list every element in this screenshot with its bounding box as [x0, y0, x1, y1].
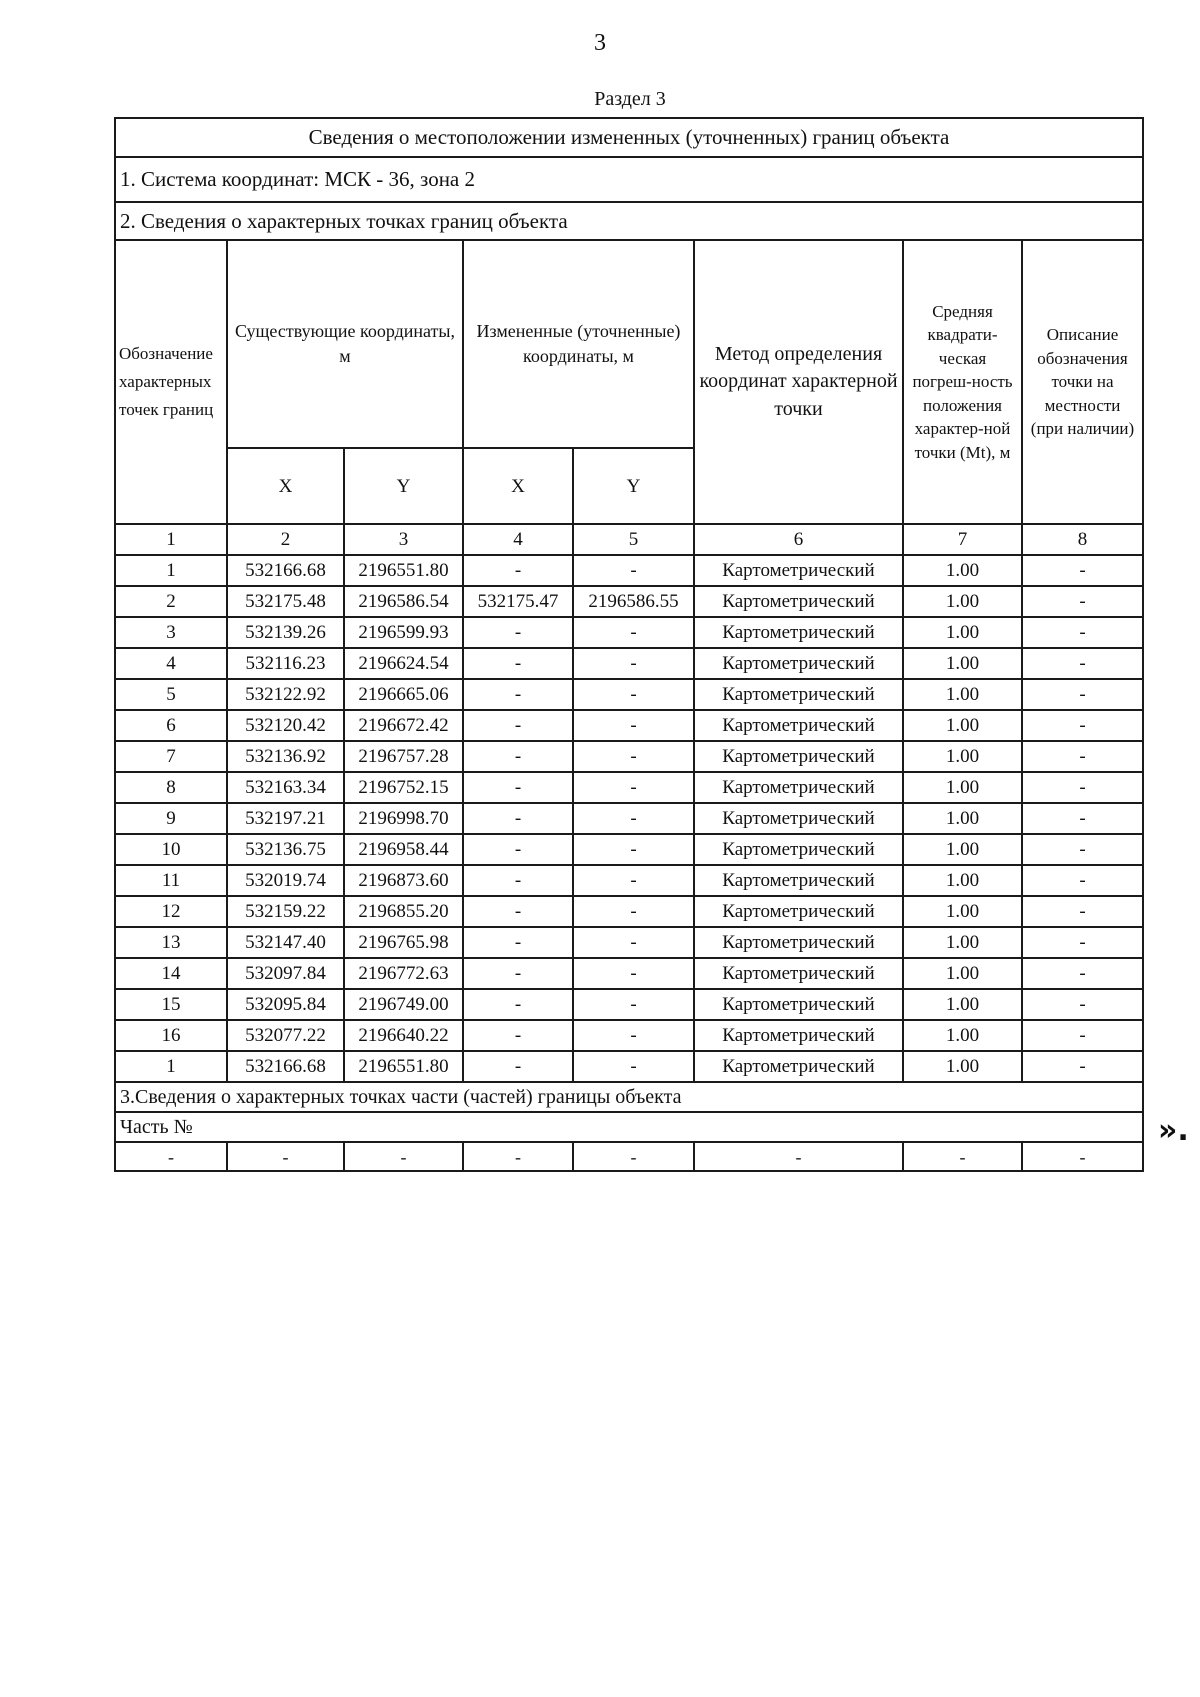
- cell-method: Картометрический: [694, 772, 903, 803]
- cell-point-number: 10: [115, 834, 227, 865]
- parts-cell: -: [344, 1142, 463, 1171]
- cell-changed-y: -: [573, 865, 694, 896]
- header-method: Метод определения координат характерной точки: [694, 240, 903, 524]
- cell-changed-y: -: [573, 617, 694, 648]
- coord-system-row: [115, 157, 1143, 202]
- cell-existing-y: 2196599.93: [344, 617, 463, 648]
- cell-point-number: 11: [115, 865, 227, 896]
- cell-changed-x: -: [463, 772, 573, 803]
- cell-changed-y: -: [573, 896, 694, 927]
- table-row: [115, 865, 1143, 896]
- cell-method: Картометрический: [694, 1020, 903, 1051]
- table-row: [115, 710, 1143, 741]
- cell-method: Картометрический: [694, 1051, 903, 1082]
- cell-changed-y: -: [573, 741, 694, 772]
- section-title: Раздел 3: [594, 88, 666, 110]
- table-row: [115, 896, 1143, 927]
- cell-description: -: [1022, 958, 1143, 989]
- header-changed-x: X: [463, 448, 573, 524]
- cell-changed-y: -: [573, 1051, 694, 1082]
- cell-existing-y: 2196749.00: [344, 989, 463, 1020]
- cell-existing-x: 532163.34: [227, 772, 344, 803]
- cell-point-number: 2: [115, 586, 227, 617]
- column-number: 7: [903, 524, 1022, 555]
- cell-error-mt: 1.00: [903, 710, 1022, 741]
- cell-changed-x: -: [463, 679, 573, 710]
- cell-changed-y: -: [573, 958, 694, 989]
- cell-existing-x: 532139.26: [227, 617, 344, 648]
- cell-description: -: [1022, 772, 1143, 803]
- cell-existing-x: 532159.22: [227, 896, 344, 927]
- cell-method: Картометрический: [694, 679, 903, 710]
- page-number: 3: [594, 30, 606, 56]
- cell-existing-y: 2196586.54: [344, 586, 463, 617]
- cell-changed-x: 532175.47: [463, 586, 573, 617]
- table-row: [115, 772, 1143, 803]
- header-row-main: [115, 240, 1143, 448]
- cell-changed-x: -: [463, 958, 573, 989]
- parts-cell: -: [227, 1142, 344, 1171]
- cell-point-number: 12: [115, 896, 227, 927]
- table-row: [115, 617, 1143, 648]
- cell-changed-x: -: [463, 989, 573, 1020]
- cell-method: Картометрический: [694, 555, 903, 586]
- cell-changed-x: -: [463, 1020, 573, 1051]
- cell-point-number: 8: [115, 772, 227, 803]
- cell-changed-y: -: [573, 927, 694, 958]
- cell-error-mt: 1.00: [903, 896, 1022, 927]
- cell-existing-y: 2196855.20: [344, 896, 463, 927]
- column-number: 8: [1022, 524, 1143, 555]
- cell-changed-y: -: [573, 803, 694, 834]
- cell-existing-y: 2196757.28: [344, 741, 463, 772]
- points-heading-row: [115, 202, 1143, 240]
- column-number: 3: [344, 524, 463, 555]
- cell-existing-x: 532116.23: [227, 648, 344, 679]
- cell-existing-y: 2196873.60: [344, 865, 463, 896]
- cell-method: Картометрический: [694, 741, 903, 772]
- cell-description: -: [1022, 1051, 1143, 1082]
- column-number: 6: [694, 524, 903, 555]
- header-error: Средняя квадрати-ческая погреш-ность положения характер-ной точки (Mt), м: [903, 240, 1022, 524]
- column-number: 1: [115, 524, 227, 555]
- cell-existing-x: 532136.92: [227, 741, 344, 772]
- cell-existing-x: 532095.84: [227, 989, 344, 1020]
- table-row: [115, 1051, 1143, 1082]
- points-heading: 2. Сведения о характерных точках границ объекта: [115, 202, 1143, 240]
- cell-existing-x: 532166.68: [227, 555, 344, 586]
- parts-cell: -: [115, 1142, 227, 1171]
- cell-error-mt: 1.00: [903, 865, 1022, 896]
- table-row: [115, 741, 1143, 772]
- table-row: [115, 648, 1143, 679]
- cell-description: -: [1022, 1020, 1143, 1051]
- cell-description: -: [1022, 648, 1143, 679]
- cell-changed-y: -: [573, 834, 694, 865]
- cell-point-number: 1: [115, 555, 227, 586]
- cell-existing-x: 532120.42: [227, 710, 344, 741]
- cell-changed-y: -: [573, 772, 694, 803]
- cell-existing-y: 2196624.54: [344, 648, 463, 679]
- cell-changed-y: -: [573, 710, 694, 741]
- table-row: [115, 834, 1143, 865]
- cell-description: -: [1022, 741, 1143, 772]
- header-point-designation: Обозначение характерных точек границ: [115, 240, 227, 524]
- table-row: [115, 927, 1143, 958]
- parts-cell: -: [694, 1142, 903, 1171]
- cell-existing-x: 532077.22: [227, 1020, 344, 1051]
- cell-existing-x: 532019.74: [227, 865, 344, 896]
- column-numbers-row: [115, 524, 1143, 555]
- cell-description: -: [1022, 927, 1143, 958]
- cell-existing-y: 2196672.42: [344, 710, 463, 741]
- cell-changed-x: -: [463, 1051, 573, 1082]
- cell-existing-y: 2196958.44: [344, 834, 463, 865]
- cell-existing-x: 532122.92: [227, 679, 344, 710]
- cell-changed-x: -: [463, 865, 573, 896]
- cell-error-mt: 1.00: [903, 803, 1022, 834]
- cell-changed-y: -: [573, 555, 694, 586]
- cell-point-number: 3: [115, 617, 227, 648]
- cell-description: -: [1022, 710, 1143, 741]
- cell-existing-y: 2196772.63: [344, 958, 463, 989]
- cell-description: -: [1022, 555, 1143, 586]
- parts-cell: -: [903, 1142, 1022, 1171]
- cell-existing-x: 532147.40: [227, 927, 344, 958]
- cell-error-mt: 1.00: [903, 648, 1022, 679]
- cell-error-mt: 1.00: [903, 617, 1022, 648]
- cell-error-mt: 1.00: [903, 989, 1022, 1020]
- cell-error-mt: 1.00: [903, 927, 1022, 958]
- parts-data-row: [115, 1142, 1143, 1171]
- cell-existing-x: 532197.21: [227, 803, 344, 834]
- column-number: 4: [463, 524, 573, 555]
- cell-method: Картометрический: [694, 648, 903, 679]
- parts-cell: -: [573, 1142, 694, 1171]
- cell-description: -: [1022, 803, 1143, 834]
- table-body: [115, 118, 1143, 1171]
- cell-error-mt: 1.00: [903, 741, 1022, 772]
- cell-existing-x: 532166.68: [227, 1051, 344, 1082]
- column-number: 2: [227, 524, 344, 555]
- parts-heading: 3.Сведения о характерных точках части (частей) границы объекта: [115, 1082, 1143, 1112]
- cell-error-mt: 1.00: [903, 772, 1022, 803]
- cell-description: -: [1022, 617, 1143, 648]
- cell-point-number: 15: [115, 989, 227, 1020]
- cell-existing-y: 2196998.70: [344, 803, 463, 834]
- cell-point-number: 14: [115, 958, 227, 989]
- closing-quote-mark: ».: [1158, 1113, 1189, 1148]
- cell-point-number: 13: [115, 927, 227, 958]
- table-title: Сведения о местоположении измененных (уточненных) границ объекта: [115, 118, 1143, 157]
- table-row: [115, 803, 1143, 834]
- cell-error-mt: 1.00: [903, 555, 1022, 586]
- cell-existing-x: 532097.84: [227, 958, 344, 989]
- cell-method: Картометрический: [694, 834, 903, 865]
- cell-changed-x: -: [463, 617, 573, 648]
- table-row: [115, 679, 1143, 710]
- table-row: [115, 989, 1143, 1020]
- header-existing-coords: Существующие координаты, м: [227, 240, 463, 448]
- cell-method: Картометрический: [694, 896, 903, 927]
- table-row: [115, 958, 1143, 989]
- cell-error-mt: 1.00: [903, 586, 1022, 617]
- cell-method: Картометрический: [694, 865, 903, 896]
- cell-description: -: [1022, 865, 1143, 896]
- coord-system: 1. Система координат: МСК - 36, зона 2: [115, 157, 1143, 202]
- cell-existing-y: 2196752.15: [344, 772, 463, 803]
- cell-changed-y: -: [573, 989, 694, 1020]
- cell-changed-y: -: [573, 1020, 694, 1051]
- header-existing-y: Y: [344, 448, 463, 524]
- parts-cell: -: [463, 1142, 573, 1171]
- cell-changed-x: -: [463, 555, 573, 586]
- cell-existing-y: 2196551.80: [344, 1051, 463, 1082]
- table-row: [115, 555, 1143, 586]
- table-row: [115, 586, 1143, 617]
- part-number-row: [115, 1112, 1143, 1142]
- cell-method: Картометрический: [694, 617, 903, 648]
- parts-cell: -: [1022, 1142, 1143, 1171]
- cell-error-mt: 1.00: [903, 1020, 1022, 1051]
- cell-error-mt: 1.00: [903, 958, 1022, 989]
- header-existing-x: X: [227, 448, 344, 524]
- cell-error-mt: 1.00: [903, 1051, 1022, 1082]
- cell-description: -: [1022, 834, 1143, 865]
- cell-existing-y: 2196665.06: [344, 679, 463, 710]
- cell-method: Картометрический: [694, 710, 903, 741]
- cell-changed-x: -: [463, 710, 573, 741]
- boundary-points-table: [114, 117, 1144, 1172]
- cell-method: Картометрический: [694, 803, 903, 834]
- cell-description: -: [1022, 679, 1143, 710]
- cell-changed-x: -: [463, 834, 573, 865]
- cell-point-number: 5: [115, 679, 227, 710]
- cell-method: Картометрический: [694, 958, 903, 989]
- cell-description: -: [1022, 896, 1143, 927]
- cell-point-number: 16: [115, 1020, 227, 1051]
- column-number: 5: [573, 524, 694, 555]
- header-description: Описание обозначения точки на местности (при наличии): [1022, 240, 1143, 524]
- cell-method: Картометрический: [694, 927, 903, 958]
- cell-changed-y: -: [573, 648, 694, 679]
- cell-error-mt: 1.00: [903, 834, 1022, 865]
- cell-point-number: 1: [115, 1051, 227, 1082]
- cell-existing-x: 532136.75: [227, 834, 344, 865]
- cell-method: Картометрический: [694, 989, 903, 1020]
- table-row: [115, 1020, 1143, 1051]
- cell-existing-y: 2196640.22: [344, 1020, 463, 1051]
- cell-changed-y: 2196586.55: [573, 586, 694, 617]
- header-changed-coords: Измененные (уточненные) координаты, м: [463, 240, 694, 448]
- part-number-label: Часть №: [115, 1112, 1143, 1142]
- parts-heading-row: [115, 1082, 1143, 1112]
- cell-point-number: 6: [115, 710, 227, 741]
- table-title-row: [115, 118, 1143, 157]
- cell-changed-x: -: [463, 741, 573, 772]
- cell-changed-x: -: [463, 927, 573, 958]
- cell-changed-x: -: [463, 648, 573, 679]
- cell-existing-y: 2196551.80: [344, 555, 463, 586]
- cell-point-number: 4: [115, 648, 227, 679]
- cell-changed-x: -: [463, 803, 573, 834]
- cell-changed-x: -: [463, 896, 573, 927]
- cell-existing-x: 532175.48: [227, 586, 344, 617]
- cell-point-number: 9: [115, 803, 227, 834]
- cell-description: -: [1022, 989, 1143, 1020]
- cell-point-number: 7: [115, 741, 227, 772]
- cell-description: -: [1022, 586, 1143, 617]
- cell-existing-y: 2196765.98: [344, 927, 463, 958]
- cell-changed-y: -: [573, 679, 694, 710]
- cell-error-mt: 1.00: [903, 679, 1022, 710]
- cell-method: Картометрический: [694, 586, 903, 617]
- header-changed-y: Y: [573, 448, 694, 524]
